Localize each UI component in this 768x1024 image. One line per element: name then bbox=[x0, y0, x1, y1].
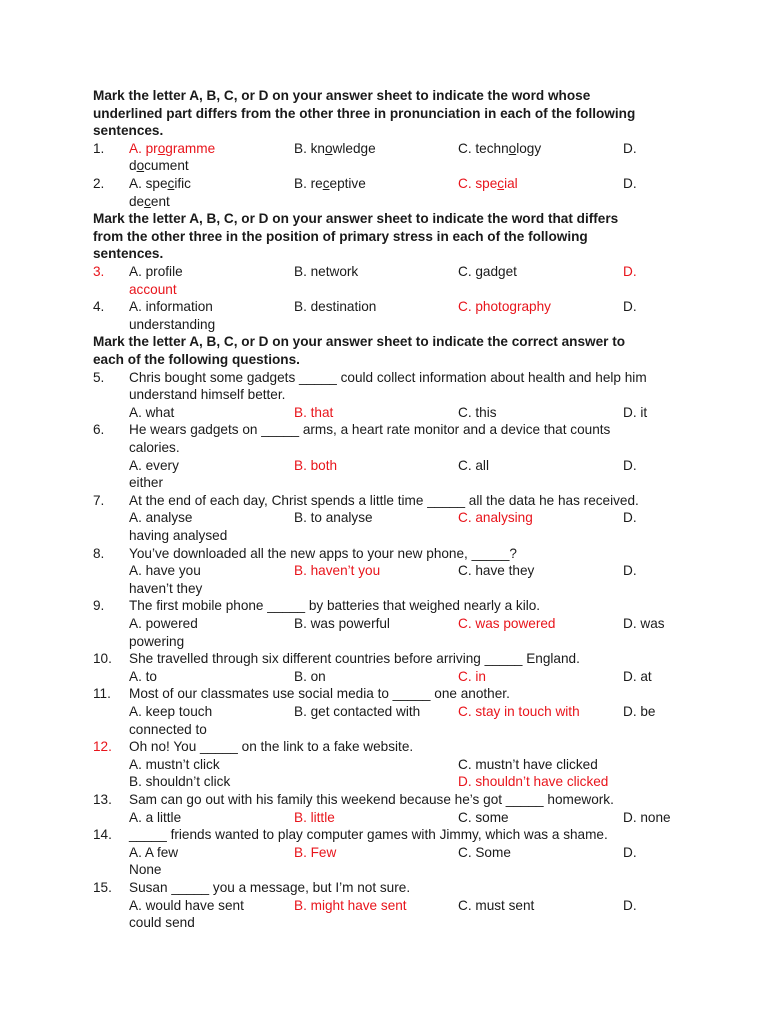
answer-option-continued: understanding bbox=[129, 316, 216, 332]
word-part: D. bbox=[623, 140, 637, 156]
answer-option-continued: None bbox=[129, 862, 162, 878]
question-number: 8. bbox=[93, 545, 105, 561]
question-stem: Sam can go out with his family this weekend because he’s got _____ homework. bbox=[129, 792, 614, 807]
answer-option: B. Few bbox=[294, 844, 337, 860]
question-number: 4. bbox=[93, 299, 105, 315]
answer-option: B. shouldn’t click bbox=[129, 774, 231, 790]
answer-option bbox=[623, 175, 637, 192]
answer-option: D. bbox=[623, 264, 637, 279]
answer-option: D. at bbox=[623, 668, 652, 684]
section-instruction: Mark the letter A, B, C, or D on your answer sheet to indicate the word that differs bbox=[93, 211, 619, 227]
answer-option: C. stay in touch with bbox=[458, 704, 580, 719]
answer-option: D. shouldn’t have clicked bbox=[458, 774, 609, 790]
answer-option: C. photography bbox=[458, 299, 551, 315]
question-number: 12. bbox=[93, 739, 112, 755]
answer-option: A. to bbox=[129, 668, 157, 684]
question-number: 2. bbox=[93, 176, 105, 191]
answer-option: A. a little bbox=[129, 809, 182, 825]
answer-option: C. all bbox=[458, 457, 489, 473]
answer-option-continued: having analysed bbox=[129, 528, 228, 543]
underlined-part: o bbox=[324, 140, 333, 156]
section-instruction: underlined part differs from the other three in pronunciation in each of the following bbox=[93, 105, 636, 121]
answer-option: C. analysing bbox=[458, 510, 533, 526]
word-part: B. re bbox=[294, 176, 323, 191]
answer-option bbox=[294, 175, 366, 192]
answer-option-continued: either bbox=[129, 475, 164, 491]
answer-option: B. get contacted with bbox=[294, 704, 421, 719]
answer-option: C. Some bbox=[458, 844, 511, 860]
word-part: D. bbox=[623, 176, 637, 191]
answer-option-continued: connected to bbox=[129, 721, 207, 737]
answer-option: B. was powerful bbox=[294, 616, 390, 631]
answer-option-continued: haven’t they bbox=[129, 580, 203, 596]
question-stem: Susan _____ you a message, but I’m not sure. bbox=[129, 880, 411, 895]
answer-option bbox=[129, 175, 191, 192]
question-number: 9. bbox=[93, 598, 105, 614]
answer-option: C. must sent bbox=[458, 897, 535, 913]
answer-option: D. be bbox=[623, 704, 656, 719]
question-number: 6. bbox=[93, 422, 105, 438]
answer-option: D. bbox=[623, 299, 637, 315]
answer-option: C. gadget bbox=[458, 264, 517, 279]
answer-option: B. haven’t you bbox=[294, 563, 381, 579]
answer-option: B. to analyse bbox=[294, 510, 373, 526]
answer-option: D. was bbox=[623, 616, 665, 631]
answer-option: D. bbox=[623, 457, 637, 473]
underlined-part: c bbox=[144, 193, 151, 209]
answer-option: C. this bbox=[458, 404, 497, 420]
word-part: eptive bbox=[329, 176, 366, 191]
word-part: de bbox=[129, 193, 145, 209]
answer-option: C. in bbox=[458, 668, 486, 684]
answer-option: C. some bbox=[458, 809, 509, 825]
answer-option: B. that bbox=[294, 404, 334, 420]
section-instruction: sentences. bbox=[93, 246, 164, 262]
answer-option: B. might have sent bbox=[294, 897, 407, 913]
question-number: 11. bbox=[93, 686, 111, 702]
section-instruction: sentences. bbox=[93, 123, 164, 139]
answer-option bbox=[294, 140, 376, 157]
answer-option-continued: could send bbox=[129, 915, 195, 931]
answer-option: A. profile bbox=[129, 264, 183, 279]
underlined-part: c bbox=[167, 176, 175, 191]
question-number: 7. bbox=[93, 492, 105, 508]
word-part: C. spe bbox=[458, 176, 498, 191]
section-instruction: each of the following questions. bbox=[93, 352, 300, 367]
underlined-part: c bbox=[497, 176, 505, 191]
answer-option: A. analyse bbox=[129, 510, 193, 526]
answer-option: D. bbox=[623, 844, 637, 860]
word-part: ent bbox=[150, 193, 170, 209]
underlined-part: o bbox=[136, 158, 145, 174]
answer-option bbox=[458, 175, 518, 192]
underlined-part: c bbox=[322, 176, 330, 191]
answer-option: A. keep touch bbox=[129, 704, 213, 719]
section-instruction: from the other three in the position of primary stress in each of the following bbox=[93, 228, 588, 244]
section-instruction: Mark the letter A, B, C, or D on your answer sheet to indicate the correct answer to bbox=[93, 334, 626, 350]
answer-option: B. both bbox=[294, 457, 338, 473]
question-stem: Chris bought some gadgets _____ could collect information about health and help him bbox=[129, 369, 647, 385]
question-stem: calories. bbox=[129, 440, 180, 455]
answer-option bbox=[623, 140, 637, 157]
answer-option: C. mustn’t have clicked bbox=[458, 756, 598, 772]
question-stem: You’ve downloaded all the new apps to your new phone, _____? bbox=[129, 545, 517, 561]
question-stem: At the end of each day, Christ spends a little time _____ all the data he has received. bbox=[129, 492, 639, 508]
word-part: ial bbox=[504, 176, 518, 191]
question-number: 13. bbox=[93, 792, 112, 807]
answer-option: B. on bbox=[294, 668, 326, 684]
answer-option: A. A few bbox=[129, 844, 179, 860]
answer-option bbox=[458, 140, 541, 157]
question-stem: The first mobile phone _____ by batteries that weighed nearly a kilo. bbox=[129, 598, 541, 614]
answer-option-continued bbox=[129, 157, 189, 174]
answer-option: A. have you bbox=[129, 563, 201, 579]
answer-option-continued: powering bbox=[129, 633, 185, 649]
answer-option: A. mustn’t click bbox=[129, 756, 220, 772]
answer-option: D. bbox=[623, 563, 637, 579]
answer-option: A. every bbox=[129, 457, 179, 473]
word-part: logy bbox=[516, 140, 542, 156]
answer-option: C. was powered bbox=[458, 616, 556, 631]
answer-option: A. would have sent bbox=[129, 897, 244, 913]
answer-option: D. bbox=[623, 510, 637, 526]
word-part: d bbox=[129, 158, 137, 174]
answer-option: A. what bbox=[129, 404, 175, 420]
question-number: 5. bbox=[93, 369, 105, 385]
question-number: 1. bbox=[93, 140, 105, 156]
word-part: A. spe bbox=[129, 176, 168, 191]
question-stem: _____ friends wanted to play computer games with Jimmy, which was a shame. bbox=[129, 827, 608, 843]
answer-option-continued: account bbox=[129, 281, 177, 297]
answer-option: B. little bbox=[294, 809, 335, 825]
question-number: 3. bbox=[93, 264, 105, 279]
answer-option bbox=[129, 140, 215, 157]
question-stem: understand himself better. bbox=[129, 387, 286, 403]
answer-option: B. network bbox=[294, 264, 359, 279]
answer-option-continued bbox=[129, 193, 170, 210]
answer-option: D. none bbox=[623, 809, 671, 825]
section-instruction: Mark the letter A, B, C, or D on your answer sheet to indicate the word whose bbox=[93, 88, 591, 103]
word-part: gramme bbox=[165, 140, 216, 156]
word-part: ific bbox=[174, 176, 191, 191]
question-number: 10. bbox=[93, 651, 112, 667]
question-stem: Oh no! You _____ on the link to a fake website. bbox=[129, 739, 414, 755]
underlined-part: o bbox=[157, 140, 166, 156]
question-number: 15. bbox=[93, 880, 112, 895]
underlined-part: o bbox=[508, 140, 517, 156]
answer-option: D. bbox=[623, 897, 637, 913]
question-stem: She travelled through six different countries before arriving _____ England. bbox=[129, 651, 580, 667]
word-part: B. kn bbox=[294, 140, 325, 156]
question-stem: Most of our classmates use social media to _____ one another. bbox=[129, 686, 510, 702]
word-part: C. techn bbox=[458, 140, 509, 156]
answer-option: B. destination bbox=[294, 299, 377, 315]
question-stem: He wears gadgets on _____ arms, a heart rate monitor and a device that counts bbox=[129, 422, 611, 438]
answer-option: A. information bbox=[129, 299, 213, 315]
answer-option: D. it bbox=[623, 404, 648, 420]
answer-option: A. powered bbox=[129, 616, 198, 631]
word-part: cument bbox=[144, 158, 189, 174]
word-part: A. pr bbox=[129, 140, 158, 156]
answer-option: C. have they bbox=[458, 563, 535, 579]
question-number: 14. bbox=[93, 827, 112, 843]
word-part: wledge bbox=[332, 140, 376, 156]
